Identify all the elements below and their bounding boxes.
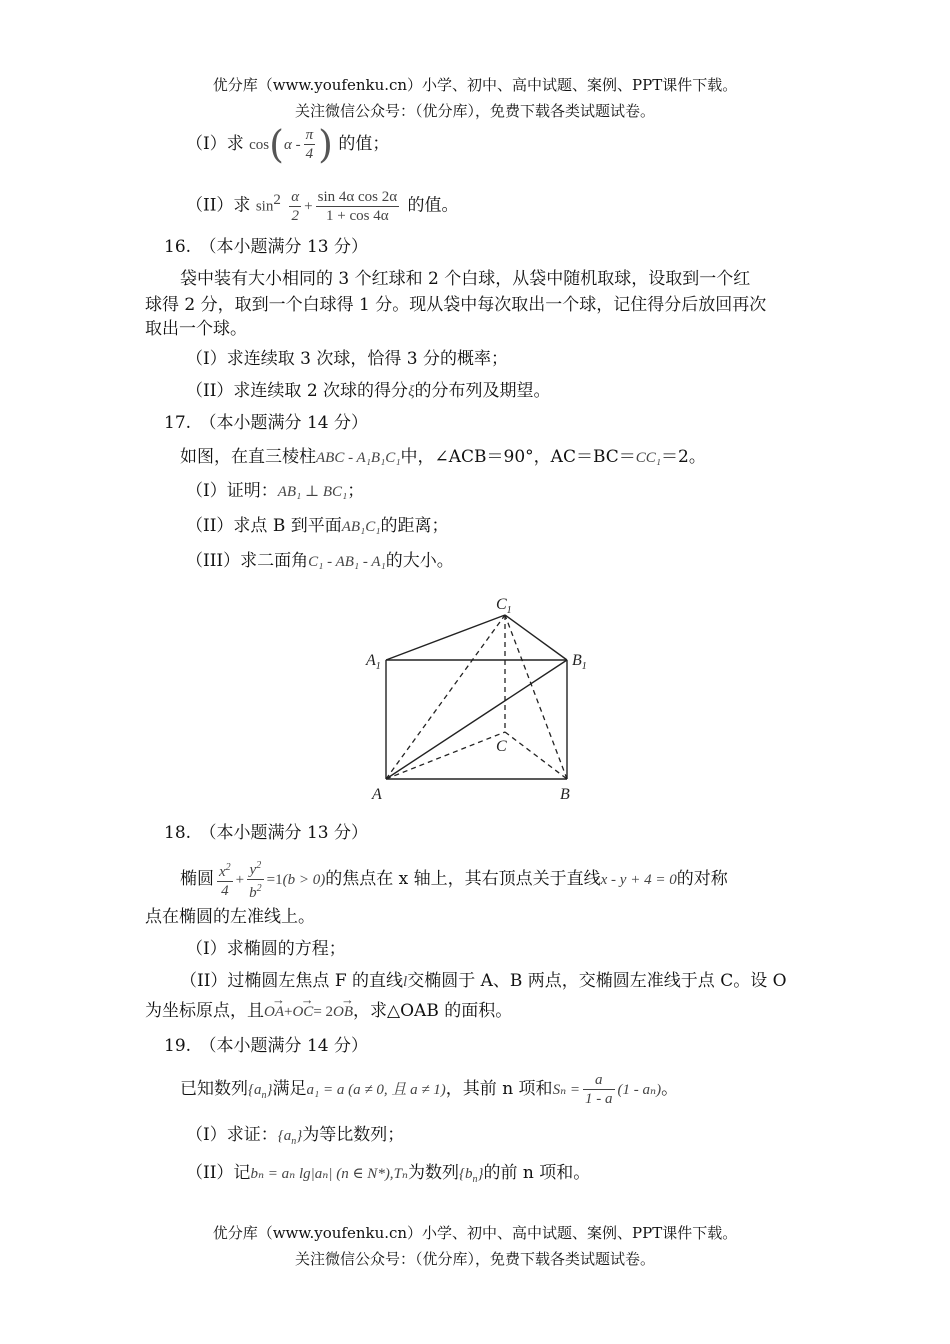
q18-part2-line2: [145, 1000, 512, 1023]
q18-x: x: [219, 864, 226, 880]
q18-part2-d: ，求△OAB 的面积。: [353, 1001, 513, 1021]
q18-veq: = 2: [313, 1004, 334, 1020]
q19-stem-b: 满足: [272, 1079, 307, 1099]
q17-title: 17. （本小题满分 14 分）: [164, 413, 368, 433]
q17-part3-math: C₁ - AB₁ - A₁: [308, 554, 386, 570]
header-line-1: 优分库（www.youfenku.cn）小学、初中、高中试题、案例、PPT课件下载。: [212, 76, 738, 94]
edge-a-b1: [386, 660, 567, 779]
q16-part2-b: 的分布列及期望。: [414, 381, 551, 401]
q18-stem-d: 点在椭圆的左准线上。: [145, 907, 315, 927]
q15-part2: [186, 178, 458, 222]
edge-a1-c1: [386, 615, 505, 660]
q19-cond: a₁ = a (a ≠ 0, 且 a ≠ 1): [306, 1082, 446, 1098]
q17-part2-b: 的距离；: [380, 516, 449, 536]
q17-cc1: CC₁: [635, 450, 662, 466]
q18-b: b: [249, 885, 257, 901]
edge-c-b: [505, 732, 567, 779]
q18-stem-b: 的焦点在 x 轴上，其右顶点关于直线: [325, 869, 601, 889]
q15-alpha: α -: [283, 137, 301, 153]
q18-part2-line1: [180, 970, 787, 993]
q16-stem-3: 取出一个球。: [145, 319, 247, 339]
q15-sq: 2: [273, 192, 281, 208]
q18-part2-a: （II）过椭圆左焦点 F 的直线: [180, 971, 404, 991]
q16-part2-a: （II）求连续取 2 次球的得分: [186, 381, 409, 401]
q19-fnum: a: [583, 1071, 615, 1090]
q18-line: x - y + 4 = 0: [600, 872, 677, 888]
q15-part2-prefix: （II）求: [186, 195, 251, 216]
q17-part3: [186, 550, 454, 573]
edge-a-c1: [386, 615, 505, 779]
q19-stem: 已知数列$\{a_n\}$满足a₁ = a (a ≠ 0, 且 a ≠ 1)，其前 n 项和Sₙ = $\frac{a}{1 - a}$ (1 - aₙ)。: [180, 1072, 679, 1107]
q17-part2-a: （II）求点 B 到平面: [186, 516, 342, 536]
q18-stem-a: 椭圆: [180, 869, 214, 889]
q15-sin: sin: [255, 198, 274, 215]
label-a1: $A_1$: [366, 652, 381, 672]
q17-part1-b: ；: [347, 481, 365, 501]
q18-vplus: +: [284, 1004, 293, 1020]
q15-pi: π: [305, 127, 314, 143]
q18-title: 18. （本小题满分 13 分）: [164, 823, 368, 843]
q17-stem-a: 如图，在直三棱柱: [180, 447, 316, 467]
q15-cos: cos: [249, 137, 270, 153]
q19-sn: Sₙ =: [552, 1082, 581, 1098]
q18-y: y: [249, 862, 257, 878]
q15-f1-den: 2: [291, 207, 299, 224]
q19-part2: （II）记bₙ = aₙ lg|aₙ| (n ∈ N*),Tₙ为数列$\{b_n\}$的前 n 项和。: [186, 1163, 591, 1185]
q15-den: 4: [305, 146, 314, 162]
q19-stem-c: ，其前 n 项和: [445, 1079, 553, 1099]
q17-stem: [180, 446, 706, 469]
q18-cond: (b > 0): [282, 872, 326, 888]
q19-stem-d: 。: [661, 1079, 679, 1099]
q19-seq-a: a: [254, 1082, 262, 1098]
q16-title: 16. （本小题满分 13 分）: [164, 237, 368, 257]
q19-part2-b: 为数列: [407, 1163, 459, 1183]
q19-tn: Tₙ: [393, 1166, 408, 1182]
q18-stem: 椭圆 $\frac{x^2}{4}$ + $\frac{y^2}{b^2}$ =1(b > 0)的焦点在 x 轴上，其右顶点关于直线x - y + 4 = 0的对称: [180, 856, 728, 902]
q17-part1-math: AB₁ ⊥ BC₁: [277, 484, 348, 500]
q15-part1: （I）求 cos(α - $\frac{\pi}{4}$ ) 的值；: [186, 122, 390, 167]
q17-part1: [186, 480, 364, 503]
q17-part2: [186, 515, 449, 538]
q15-plus: +: [304, 198, 313, 215]
q16-part2: [186, 380, 551, 403]
header-line-2: 关注微信公众号：（优分库），免费下载各类试题试卷。: [294, 102, 655, 120]
q16-stem-2: 球得 2 分，取到一个白球得 1 分。现从袋中每次取出一个球，记住得分后放回再次: [145, 295, 767, 315]
q18-part2-c: 为坐标原点，且: [145, 1001, 264, 1021]
q15-f1-num: α: [291, 188, 300, 205]
q17-part3-a: （III）求二面角: [186, 551, 309, 571]
q19-ftail: (1 - aₙ): [617, 1082, 662, 1098]
q17-stem-c: ＝2。: [661, 447, 706, 467]
q18-vec-oc: → OC: [292, 1001, 313, 1023]
q15-part1-suffix: 的值；: [338, 134, 390, 154]
q15-f2-den: 1 + cos 4α: [326, 207, 389, 224]
footer-line-2: 关注微信公众号：（优分库），免费下载各类试题试卷。: [294, 1250, 655, 1268]
q19-part1: （I）求证：$\{a_n\}$为等比数列；: [186, 1125, 405, 1147]
q19-part2-math: bₙ = aₙ lg|aₙ| (n ∈ N*),: [250, 1166, 394, 1182]
edge-c1-b1: [505, 615, 567, 660]
q19-part1-a: （I）求证：: [186, 1125, 278, 1145]
edge-b-c1: [505, 615, 567, 779]
q16-xi: ξ: [408, 384, 415, 400]
q17-part1-a: （I）证明：: [186, 481, 278, 501]
q17-part3-b: 的大小。: [385, 551, 454, 571]
q16-part1: （I）求连续取 3 次球，恰得 3 分的概率；: [186, 349, 508, 369]
q16-stem-1: 袋中装有大小相同的 3 个红球和 2 个白球，从袋中随机取球，设取到一个红: [180, 269, 751, 289]
q15-part2-suffix: 的值。: [407, 195, 459, 216]
q19-part2-c: 的前 n 项和。: [483, 1163, 591, 1183]
q18-eq: =1: [266, 872, 283, 888]
q15-f2-num: sin 4α cos 2α: [317, 188, 398, 205]
label-c: C: [496, 738, 507, 755]
q19-fden: 1 - a: [585, 1091, 613, 1107]
label-a: A: [372, 786, 382, 803]
q19-seq-b: b: [464, 1166, 473, 1182]
q18-vec-oa: → OA: [264, 1001, 284, 1023]
q17-prism: ABC - A₁B₁C₁: [316, 450, 401, 466]
label-b: B: [560, 786, 570, 803]
label-c1: $C_1$: [496, 596, 512, 616]
prism-figure: [360, 585, 600, 805]
q18-stem-c: 的对称: [676, 869, 728, 889]
q19-part2-a: （II）记: [186, 1163, 251, 1183]
label-b1: $B_1$: [572, 652, 587, 672]
q17-part2-math: AB₁C₁: [341, 519, 381, 535]
q18-four: 4: [221, 883, 229, 899]
q18-part1: （I）求椭圆的方程；: [186, 939, 346, 959]
q19-title: 19. （本小题满分 14 分）: [164, 1036, 368, 1056]
footer-line-1: 优分库（www.youfenku.cn）小学、初中、高中试题、案例、PPT课件下载。: [212, 1224, 738, 1242]
q19-stem-a: 已知数列: [180, 1079, 248, 1099]
q18-l: l: [403, 974, 408, 990]
q17-stem-b: 中，∠ACB＝90°，AC＝BC＝: [400, 447, 636, 467]
q15-part1-prefix: （I）求: [186, 134, 244, 154]
q18-vec-ob: → OB: [333, 1001, 353, 1023]
q18-part2-b: 交椭圆于 A、B 两点，交椭圆左准线于点 C。设 O: [407, 971, 787, 991]
q19-part1-b: 为等比数列；: [302, 1125, 405, 1145]
